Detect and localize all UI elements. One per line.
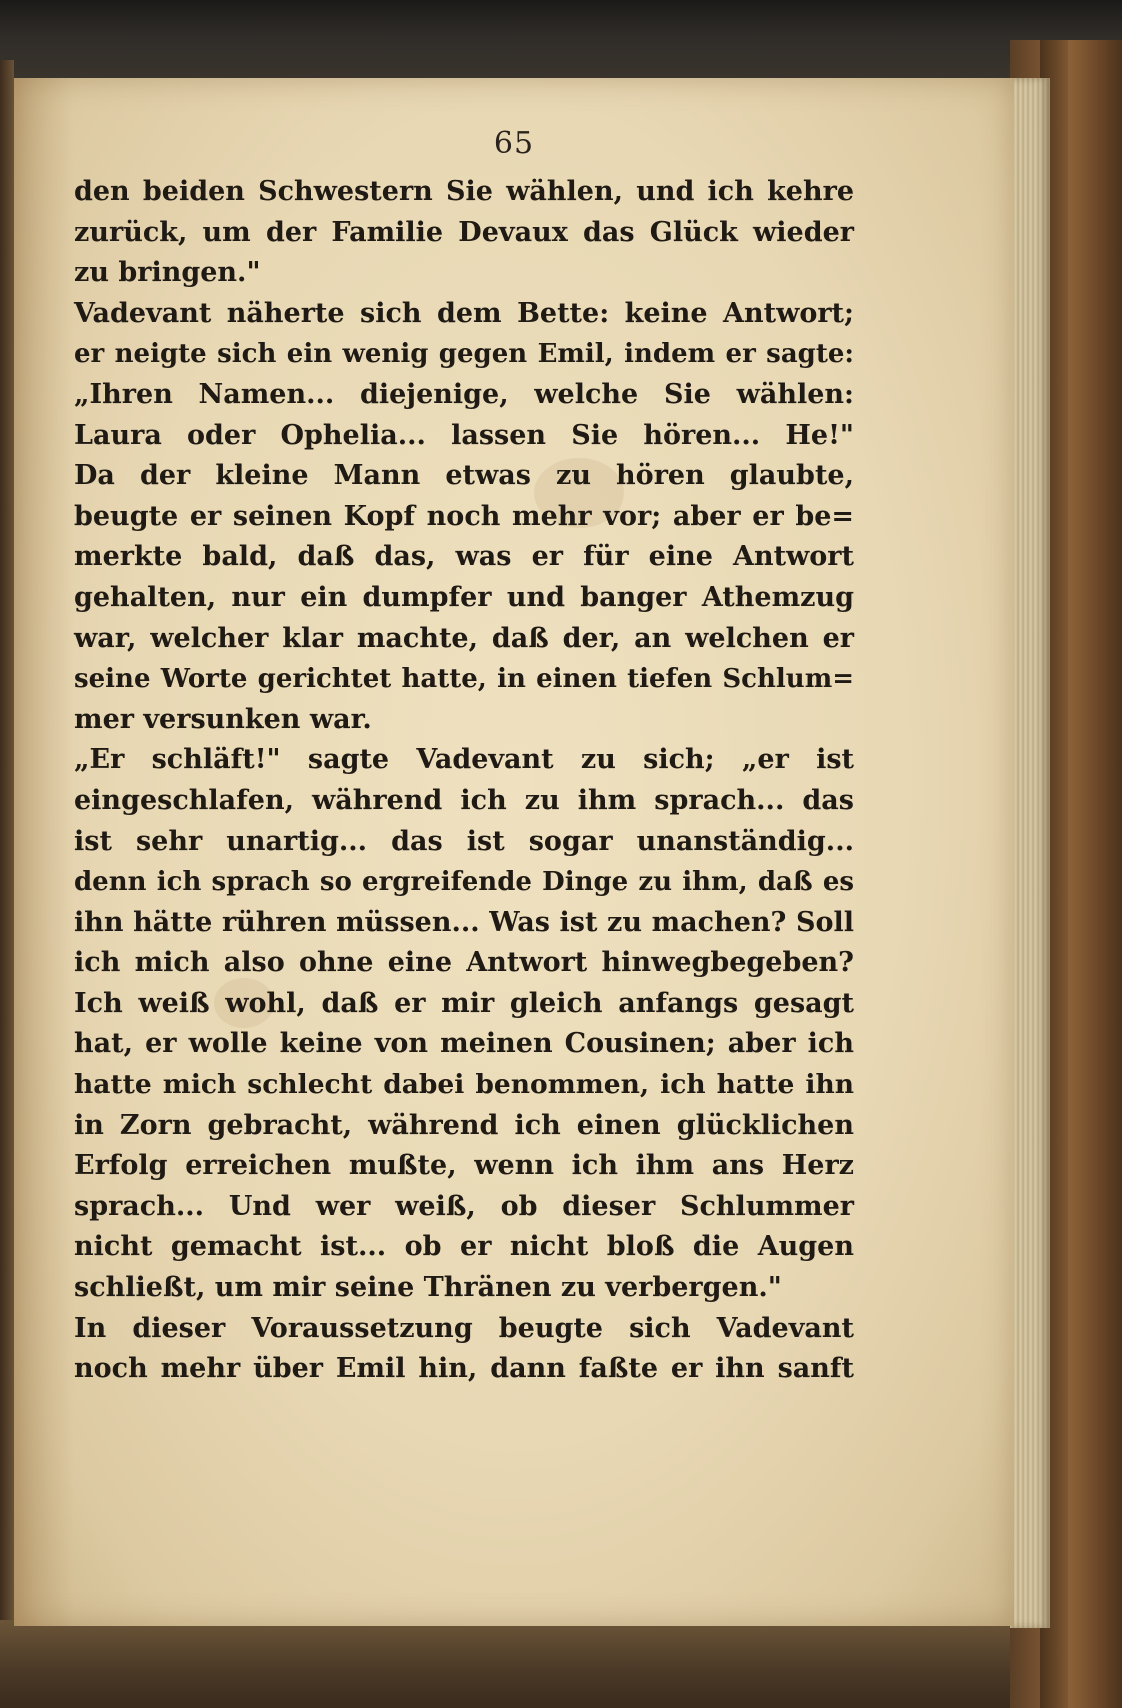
text-line: noch mehr über Emil hin, dann faßte er ihn sanft	[74, 1353, 854, 1385]
text-line: hatte mich schlecht dabei benommen, ich hatte ihn	[74, 1069, 854, 1101]
text-line: nicht gemacht ist... ob er nicht bloß die Augen	[74, 1231, 854, 1263]
text-line: eingeschlafen, während ich zu ihm sprach... das	[74, 784, 854, 816]
text-line: In dieser Voraussetzung beugte sich Vadevant	[74, 1312, 854, 1344]
book-page	[14, 78, 1014, 1626]
text-line: ist sehr unartig... das ist sogar unanständig...	[74, 825, 854, 857]
page-number: 65	[493, 126, 535, 161]
text-line: den beiden Schwestern Sie wählen, und ich kehre	[74, 176, 854, 207]
text-line: Ich weiß wohl, daß er mir gleich anfangs gesagt	[74, 987, 854, 1019]
text-line: Da der kleine Mann etwas zu hören glaubte,	[74, 460, 854, 492]
text-line: „Er schläft!" sagte Vadevant zu sich; „er ist	[74, 744, 854, 776]
binding-top-edge	[0, 0, 1122, 80]
text-line: zurück, um der Familie Devaux das Glück wieder	[74, 216, 854, 248]
text-line: Erfolg erreichen mußte, wenn ich ihm ans Herz	[74, 1150, 854, 1182]
text-line: Laura oder Ophelia... lassen Sie hören... He!"	[74, 419, 854, 451]
text-line: mer versunken war.	[74, 703, 372, 735]
text-line: „Ihren Namen... diejenige, welche Sie wählen:	[74, 378, 854, 410]
text-line: beugte er seinen Kopf noch mehr vor; aber er be=	[74, 500, 854, 532]
text-line: er neigte sich ein wenig gegen Emil, indem er sagte:	[74, 339, 854, 370]
text-line: denn ich sprach so ergreifende Dinge zu ihm, daß es	[74, 867, 854, 898]
text-line: zu bringen."	[74, 257, 261, 289]
text-line: ich mich also ohne eine Antwort hinwegbegeben?	[74, 947, 854, 979]
text-line: gehalten, nur ein dumpfer und banger Athemzug	[74, 581, 854, 613]
text-line: merkte bald, daß das, was er für eine Antwort	[74, 541, 854, 573]
body-text	[74, 172, 854, 1390]
text-line: war, welcher klar machte, daß der, an welchen er	[74, 622, 854, 654]
text-line: in Zorn gebracht, während ich einen glücklichen	[74, 1109, 854, 1141]
page-edges	[1010, 78, 1050, 1628]
text-line: schließt, um mir seine Thränen zu verbergen."	[74, 1272, 782, 1304]
text-line: sprach... Und wer weiß, ob dieser Schlummer	[74, 1190, 854, 1222]
binding-left-edge	[0, 60, 14, 1708]
text-line: seine Worte gerichtet hatte, in einen tiefen Schlum=	[74, 664, 854, 695]
text-line: Vadevant näherte sich dem Bette: keine Antwort;	[74, 297, 854, 329]
text-line: ihn hätte rühren müssen... Was ist zu machen? Soll	[74, 906, 854, 938]
text-line: hat, er wolle keine von meinen Cousinen; aber ich	[74, 1028, 854, 1060]
binding-bottom-edge	[0, 1620, 1010, 1708]
